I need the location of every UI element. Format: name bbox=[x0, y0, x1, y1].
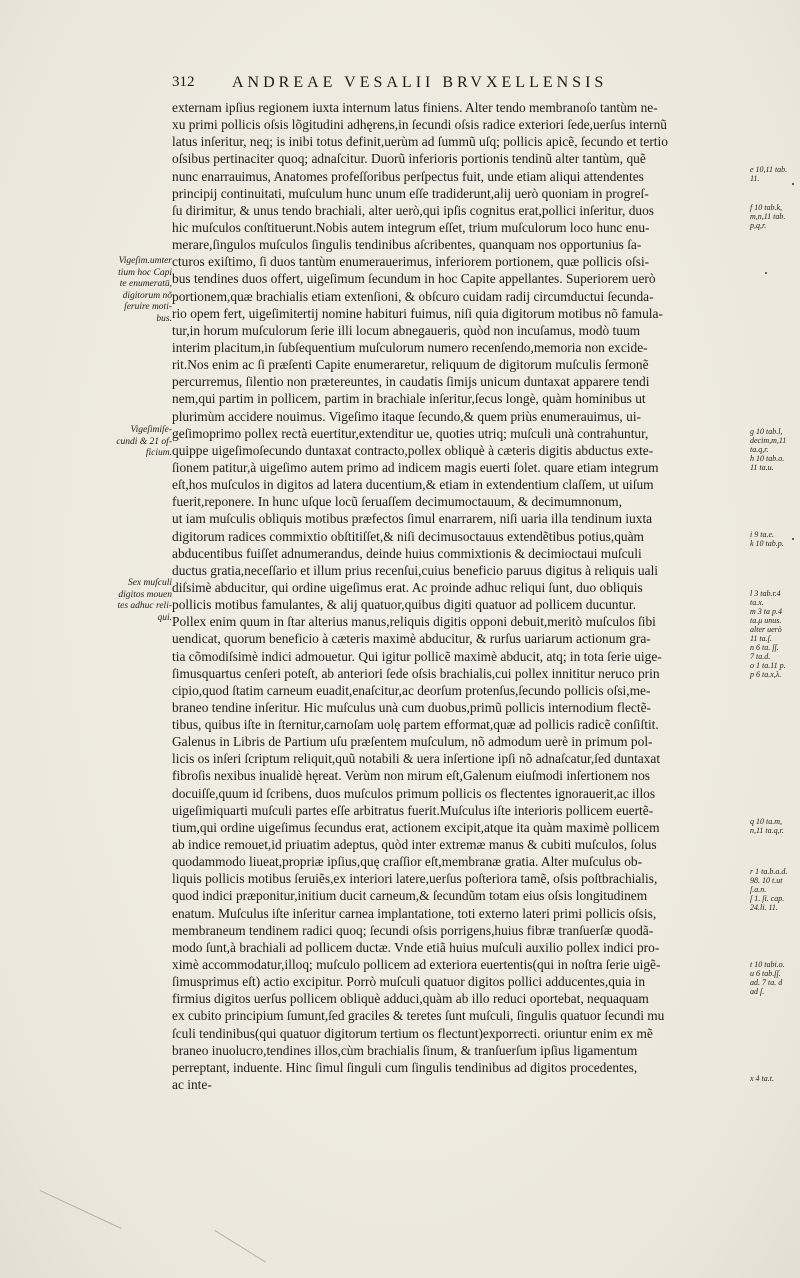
text-line: ductus gratia,neceſſario et illum prius recenſui,cuius beneficio paruus digitus à reliquis uali bbox=[172, 562, 659, 578]
text-line: cipio,quod ſtatim carneum euadit,enaſcitur,ac deorſum protenſus,ſecundo pollicis oſsi,me- bbox=[172, 682, 651, 698]
margin-ref-line: ta.q,r. bbox=[750, 445, 769, 454]
margin-note-line: digitos mouen bbox=[118, 589, 172, 600]
text-line: percurremus, ſilentio non prætereuntes, in caudatis ſimijs unicum duntaxat apparere tendi bbox=[172, 374, 650, 390]
text-line: portionem,quæ brachialis etiam extenſioni, & obſcuro cuidam radij circumductui ſecunda- bbox=[172, 288, 654, 304]
margin-ref-line: ad ſ. bbox=[750, 987, 765, 996]
text-line: fuerit,reponere. In hunc uſque locũ ſeruaſſem decimumoctauum, & decimumnonum, bbox=[172, 494, 622, 510]
running-head-title: ANDREAE VESALII BRVXELLENSIS bbox=[232, 74, 608, 91]
text-line: braneo inuolucro,tendines illos,cùm brachialis ſinum, & tranſuerſum ipſius ligamentum bbox=[172, 1042, 638, 1058]
text-line: Galenus in Libris de Partium uſu præſentem muſculum, nõ admodum uerè in primum pol- bbox=[172, 734, 653, 750]
text-line: latus inſeritur, neq; is inibi totus definit,uerùm ad ſummũ uſq; pollicis apicẽ, ſecundo et tertio bbox=[172, 134, 668, 150]
ink-speck bbox=[792, 183, 794, 185]
margin-ref-line: 11 ta.u. bbox=[750, 463, 774, 472]
margin-note-line: ficium. bbox=[145, 448, 172, 458]
margin-note-vigesimum bbox=[100, 256, 172, 325]
text-line: geſimoprimo pollex rectà euertitur,extenditur ue, quoties utriq; muſculi unà contrahuntur, bbox=[172, 425, 649, 441]
text-line: nem,qui partim in pollicem, partim in brachiale inſeritur,ſecus longè, quàm hominibus ut bbox=[172, 391, 646, 407]
margin-ref-line: ta.μ unus. bbox=[750, 616, 782, 625]
margin-ref-2 bbox=[750, 203, 798, 230]
margin-ref-line: ta.x. bbox=[750, 598, 764, 607]
margin-ref-7 bbox=[750, 867, 798, 912]
margin-ref-line: m,n,11 tab. bbox=[750, 212, 786, 221]
margin-ref-4 bbox=[750, 530, 798, 548]
text-line: ſu dirimitur, & unus tendo brachiali, alter uerò,qui ipſis cognitus erat,pollici inſeritur, duos bbox=[172, 202, 655, 218]
text-line: rit.Nos enim ac ſi præſenti Capite enumeraretur, reliquum de digitorum muſculis ſermonẽ bbox=[172, 357, 649, 373]
text-line: ximè accommodatur,illoq; muſculo pollicem ad exteriora euertentis(qui in noſtra ſerie uigẽ- bbox=[172, 957, 661, 973]
text-line: cturos exiſtimo, ſi duos tantùm enumerauerimus, inferiorem portionem, quæ pollicis oſsi- bbox=[172, 254, 650, 270]
text-line: uendicat, quorum beneficio à cæteris maximè abducitur, & rurſus uariarum actionum gra- bbox=[172, 631, 651, 647]
ink-speck bbox=[792, 538, 794, 540]
text-line: digitorum radices commixtio obſtitiſſet,& niſi decimusoctauus extendẽtibus potius,quàm bbox=[172, 528, 644, 544]
margin-ref-line: 7 ta.d. bbox=[750, 652, 771, 661]
text-line: liquis pollicis motibus ſeruiẽs,ex interiori latere,uerſus poſteriora tamẽ, oſsis poſtbrachialis, bbox=[172, 871, 658, 887]
page-number: 312 bbox=[172, 74, 195, 90]
text-line: perreptant, induente. Hinc ſimul ſinguli cum ſingulis tendinibus ad digitos procedentes, bbox=[172, 1059, 638, 1075]
margin-ref-line: i 9 ta.e. bbox=[750, 530, 774, 539]
margin-ref-line: p 6 ta.x,λ. bbox=[750, 670, 782, 679]
margin-note-line: bus. bbox=[156, 313, 172, 324]
margin-note-line: qui. bbox=[157, 612, 172, 623]
text-line: braneo tendine inſeritur. Hic muſculus unà cum duobus,primũ pollicis internodium flectẽ- bbox=[172, 699, 651, 715]
text-line: tia cõmodiſsimè indici admouetur. Qui igitur pollicẽ maximè abducit, atq; in tota ſerie uige- bbox=[172, 648, 662, 664]
margin-ref-line: x 4 ta.t. bbox=[750, 1074, 774, 1083]
margin-ref-line: t 10 tabi.o. bbox=[750, 960, 785, 969]
text-line: bus tendines duos offert, uigeſimum ſecundum in hoc Capite appellantes. Superiorem uerò bbox=[172, 271, 656, 287]
text-line: ſimusprimus eſt) actio excipitur. Porrò muſculi quatuor digitos pollici adducentes,quia in bbox=[172, 974, 646, 990]
margin-ref-line: o 1 ta.11 p. bbox=[750, 661, 786, 670]
text-line: quodammodo liueat,propriæ ipſius,quę craſſior eſt,membranæ gratia. Alter muſculus ob- bbox=[172, 854, 643, 870]
text-line: abducentibus fuiſſet adnumerandus, deinde huius commixtionis & decimioctaui muſculi bbox=[172, 545, 642, 561]
text-line: modo ſunt,à brachiali ad pollicem ductæ. Vnde etiã huius muſculi auxilio pollex indici pro- bbox=[172, 939, 660, 955]
text-line: ſionem patitur,à uigeſimo autem primo ad indicem magis euerti ſolet. quare etiam integrum bbox=[172, 459, 659, 475]
text-line: ſimusquartus cenſeri poteſt, ab anteriori ſede oſsis brachialis,cui pollex innititur neruco prin bbox=[172, 665, 660, 681]
margin-ref-line: n 6 ta. ſſ. bbox=[750, 643, 779, 652]
text-line: principij continuitati, muſculum hunc unum eſſe tradiderunt,alij uerò quoniam in progreſ- bbox=[172, 185, 649, 201]
text-line: tur,in horum muſculorum ſerie illi locum abnegaueris, quòd non incuſamus, modò tuum bbox=[172, 322, 641, 338]
text-line: enatum. Muſculus iſte inſeritur carnea implantatione, toti externo lateri primi pollicis oſsis, bbox=[172, 905, 657, 921]
margin-ref-line: h 10 tab.o. bbox=[750, 454, 785, 463]
margin-ref-line: 98. 10 t.ut bbox=[750, 876, 783, 885]
text-line: docuiſſe,quum id ſcribens, duos muſculos primum pollicis os flectentes ignorauerit,ac illos bbox=[172, 785, 656, 801]
text-line: uigeſimiquarti muſculi partes eſſe arbitratus fuerit.Muſculus iſte interioris pollicem euertẽ- bbox=[172, 802, 654, 818]
margin-ref-line: n,11 ta.q,r. bbox=[750, 826, 784, 835]
margin-ref-line: e 10,11 tab. bbox=[750, 165, 788, 174]
text-line: eſt,hos muſculos in digitos ad latera ducentium,& etiam in extendentium claſſem, ut uiſum bbox=[172, 477, 654, 493]
margin-note-line: Sex muſculi bbox=[127, 578, 172, 588]
margin-ref-line: 11 ta.ſ. bbox=[750, 634, 772, 643]
margin-note-line: cundi & 21 of- bbox=[116, 436, 172, 447]
margin-ref-line: decim,m,11 bbox=[750, 436, 787, 445]
margin-note-line: digitorum nõ bbox=[122, 290, 172, 301]
margin-note-vigesimise bbox=[100, 425, 172, 460]
text-line: nunc enarrauimus, Anatomes profeſſoribus perſpectus fuit, unde etiam aliqui attendentes bbox=[172, 168, 644, 184]
text-line: pollicis motibus famulantes, & alij quatuor,quibus digiti quatuor ad pollicem ducuntur. bbox=[172, 597, 636, 613]
margin-note-line: Vigeſim.umter bbox=[118, 256, 172, 266]
margin-note-line: tes adhuc reli- bbox=[117, 601, 172, 611]
ink-speck bbox=[765, 272, 767, 274]
margin-ref-line: q 10 ta.m, bbox=[750, 817, 782, 826]
text-line: merare,ſingulos muſculos ſingulis tendinibus aſcribentes, quanquam nos opportunius ſa- bbox=[172, 237, 642, 253]
text-line: diſsimè abducitur, qui ordine uigeſimus erat. Ac proinde adhuc reliqui ſunt, duo obliquis bbox=[172, 579, 643, 595]
text-line: hic muſculos conſtituerunt.Nobis autem integrum eſſet, trium muſculorum loco hunc enu- bbox=[172, 219, 650, 235]
text-line: interim placitum,in ſubſequentium muſculorum numero recenſendo,memoria non excide- bbox=[172, 339, 648, 355]
text-line: membraneum tendinem radici quoq; ſecundi oſsis porrigens,huius fibræ tranſuerſæ quodã- bbox=[172, 922, 654, 938]
paper-crease bbox=[40, 1190, 122, 1229]
text-line: quippe uigeſimoſecundo duntaxat contracto,pollex obliquè à cæteris digitis abductus exte- bbox=[172, 442, 654, 458]
text-line: fibroſis nexibus inualidè hęreat. Verùm non mirum eſt,Galenum eiuſmodi inſertionem nos bbox=[172, 768, 651, 784]
margin-note-line: ſeruire moti- bbox=[124, 302, 172, 312]
text-line: xu primi pollicis oſsis lõgitudini adhęrens,in ſecundi oſsis radice exteriori ſede,uerſus internũ bbox=[172, 117, 667, 133]
text-line: ut iam muſculis obliquis motibus præfectos ſimul enarrarem, niſi uaria illa tendinum iuxta bbox=[172, 511, 653, 527]
margin-ref-6 bbox=[750, 817, 798, 835]
text-line: ſculi tendinibus(qui quatuor digitorum tertium os flectunt)exporrecti. oriuntur enim ex mẽ bbox=[172, 1025, 653, 1041]
paper-crease bbox=[214, 1230, 265, 1263]
margin-note-sex-musculi bbox=[100, 578, 172, 624]
text-line: rio opem fert, uigeſimitertij nomine habituri fuimus, niſi quia digitorum motibus nõ famula- bbox=[172, 305, 663, 321]
text-line: oſsibus pertinaciter quoq; adnaſcitur. Duorũ inferioris portionis tendinũ alter tantùm, quẽ bbox=[172, 151, 646, 167]
margin-ref-line: p,q,r. bbox=[750, 221, 767, 230]
text-line: ex cubito principium ſumunt,ſed graciles & teretes ſunt muſculi, ſingulis quatuor ſecundi mu bbox=[172, 1008, 665, 1024]
main-text-block bbox=[172, 99, 752, 1093]
margin-ref-line: ſ.a.n. bbox=[750, 885, 767, 894]
margin-ref-line: l 3 tab.r.4 bbox=[750, 589, 781, 598]
text-line: quod indici præponitur,initium ducit carneum,& ſecundũm totam eius oſsis longitudinem bbox=[172, 888, 648, 904]
margin-ref-9 bbox=[750, 1074, 798, 1083]
margin-ref-line: ſ 1. ſi. cap. bbox=[750, 894, 785, 903]
running-head bbox=[0, 74, 800, 98]
margin-ref-line: m 3 ta p.4 bbox=[750, 607, 782, 616]
text-line: licis os inſeri ſcriptum reliquit,quũ notabili & uera inſertione ipſi nõ adnaſcatur,ſed duntaxat bbox=[172, 751, 661, 767]
margin-ref-line: ad. 7 ta. d bbox=[750, 978, 783, 987]
margin-ref-5 bbox=[750, 589, 798, 679]
text-line: firmius digitos uerſus pollicem obliquè adduci,quàm ab illo reduci oportebat, nequaquam bbox=[172, 991, 649, 1007]
margin-ref-line: k 10 tab.p. bbox=[750, 539, 784, 548]
margin-note-line: tium hoc Capi bbox=[118, 267, 172, 278]
margin-ref-3 bbox=[750, 427, 798, 472]
text-line: ab indice remouet,id priuatim adeptus, quòd inter extremæ manus & cubiti muſculos, ſolus bbox=[172, 837, 657, 853]
margin-ref-line: alter uerò bbox=[750, 625, 782, 634]
text-line: tium,qui ordine uigeſimus ſecundus erat, actionem excipit,atque ita quàm maximè pollicem bbox=[172, 819, 660, 835]
margin-ref-line: r 1 ta.b.a.d. bbox=[750, 867, 788, 876]
margin-ref-line: 11. bbox=[750, 174, 760, 183]
margin-ref-1 bbox=[750, 165, 798, 183]
margin-ref-line: u 6 tab.ſſ. bbox=[750, 969, 781, 978]
margin-ref-line: g 10 tab.l, bbox=[750, 427, 783, 436]
text-line: externam ipſius regionem iuxta internum latus finiens. Alter tendo membranoſo tantùm ne- bbox=[172, 100, 658, 115]
margin-ref-line: 24.li. 11. bbox=[750, 903, 778, 912]
text-line: tibus, quibus iſte in ſternitur,carnoſam uolę partem efformat,quæ ad pollicis radicẽ conſiſtit. bbox=[172, 717, 659, 733]
text-line: ac inte- bbox=[172, 1077, 212, 1093]
margin-ref-8 bbox=[750, 960, 798, 996]
text-line: plurimùm accidere nouimus. Vigeſimo itaque ſecundo,& quem priùs enumerauimus, ui- bbox=[172, 408, 642, 424]
margin-note-line: Vigeſimiſe- bbox=[130, 425, 172, 435]
margin-ref-line: f 10 tab.k, bbox=[750, 203, 782, 212]
margin-note-line: te enumeratū, bbox=[119, 279, 172, 289]
text-line: Pollex enim quum in ſtar alterius manus,reliquis digitis opponi debuit,meritò muſculos ſibi bbox=[172, 614, 656, 630]
